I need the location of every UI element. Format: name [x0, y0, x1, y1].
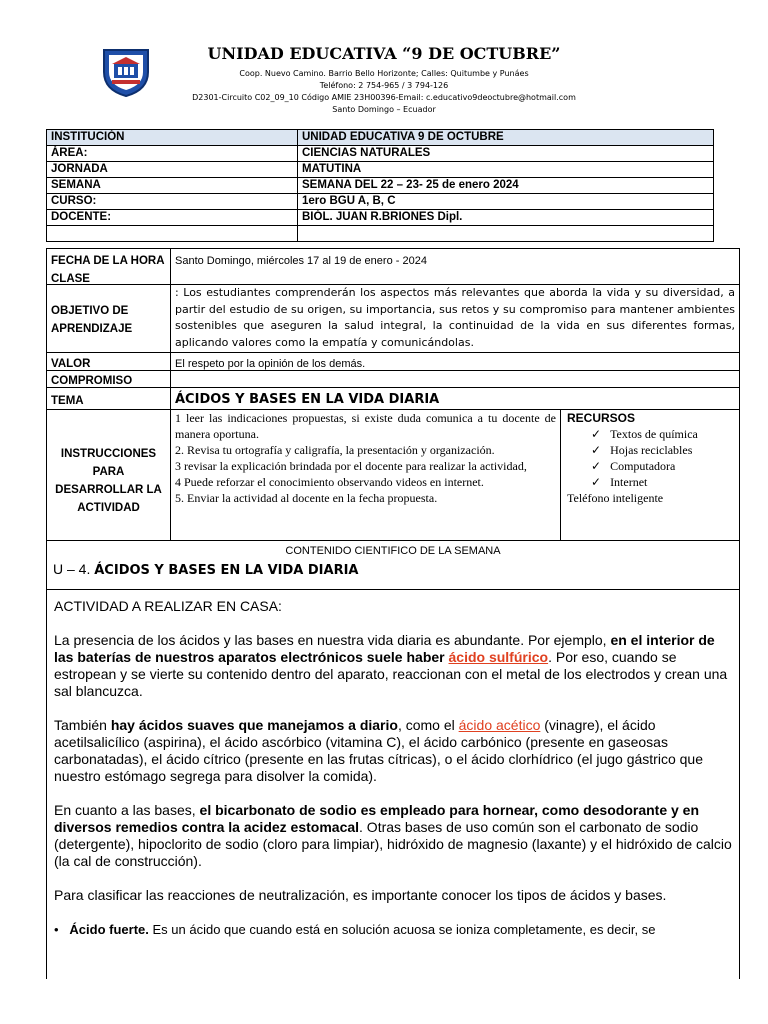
info-row	[47, 210, 714, 226]
activity-title: ACTIVIDAD A REALIZAR EN CASA:	[54, 598, 282, 614]
unit-title: ÁCIDOS Y BASES EN LA VIDA DIARIA	[94, 563, 359, 578]
instrucciones-cell	[170, 409, 561, 541]
compromiso-label: COMPROMISO	[51, 375, 133, 387]
paragraph-clasificar: Para clasificar las reacciones de neutralización, es importante conocer los tipos de ácidos y bases.	[54, 887, 667, 903]
info-label: JORNADA	[47, 162, 298, 178]
recursos-label: RECURSOS	[567, 411, 636, 425]
paragraph-acidos: También hay ácidos suaves que manejamos a diario, como el ácido acético (vinagre), el ácido acetilsalicílico (aspirina), el ácido ascórbico (vitamina C), el ácido carbónico (presente en gaseosas carbonatadas), el ácido cítrico (presente en las frutas cítricas), o el ácido clorhídrico (el jugo gástrico que nuestro estómago segrega para disolver la comida).	[54, 717, 703, 784]
recurso-item: ✓ Textos de química	[591, 427, 698, 441]
instruccion-item: 1 leer las indicaciones propuestas, si existe duda comunica a tu docente de manera oportuna.	[175, 411, 556, 441]
contenido-cell	[46, 540, 740, 590]
unit-heading	[47, 559, 739, 581]
objetivo-label: OBJETIVO DE APRENDIZAJE	[51, 305, 133, 335]
check-icon: ✓	[591, 459, 602, 473]
school-address: Coop. Nuevo Camino. Barrio Bello Horizonte; Calles: Quitumbe y Punáes	[239, 69, 529, 78]
instruccion-item: 3 revisar la explicación brindada por el docente para realizar la actividad,	[175, 459, 527, 473]
check-icon: ✓	[591, 427, 602, 441]
paragraph-baterias: La presencia de los ácidos y las bases en nuestra vida diaria es abundante. Por ejemplo, en el interior de las baterías de nuestros aparatos electrónicos suele haber ácido sulfúrico. Por eso, cuando se estropean y se vierte su contenido dentro del aparato, reaccionan con el metal de los electrodos y crean una sal blancuzca.	[54, 632, 728, 699]
info-label: SEMANA	[47, 178, 298, 194]
unit-prefix: U – 4.	[53, 561, 91, 577]
info-row	[47, 130, 714, 146]
info-label: DOCENTE:	[47, 210, 298, 226]
info-table	[46, 129, 714, 242]
instrucciones-label: INSTRUCCIONES PARA DESARROLLAR LA ACTIVIDAD	[55, 448, 162, 514]
instrucciones-label-cell	[46, 409, 171, 541]
fecha-value: Santo Domingo, miércoles 17 al 19 de enero - 2024	[175, 255, 427, 267]
instruccion-item: 4 Puede reforzar el conocimiento observando videos en internet.	[175, 475, 484, 489]
info-row	[47, 146, 714, 162]
recurso-item: ✓ Computadora	[591, 459, 676, 473]
bullet-acido-fuerte: • Ácido fuerte. Es un ácido que cuando está en solución acuosa se ioniza completamente, es decir, se	[54, 922, 656, 937]
objetivo-label-cell	[46, 284, 171, 353]
school-codes: D2301-Circuito C02_09_10 Código AMIE 23H00396-Email: c.educativo9deoctubre@hotmail.com	[192, 93, 576, 102]
valor-value: El respeto por la opinión de los demás.	[175, 358, 366, 370]
school-title: UNIDAD EDUCATIVA “9 DE OCTUBRE”	[207, 44, 561, 63]
info-label: INSTITUCIÓN	[47, 130, 298, 146]
tema-label-cell	[46, 387, 171, 410]
instrucciones-list	[175, 410, 556, 506]
valor-label-cell	[46, 352, 171, 371]
info-label: ÁREA:	[47, 146, 298, 162]
check-icon: ✓	[591, 475, 602, 489]
paragraph-bases: En cuanto a las bases, el bicarbonato de sodio es empleado para hornear, como desodorante y en diversos remedios contra la acidez estomacal. Otras bases de uso común son el carbonato de sodio (detergente), hipoclorito de sodio (cloro para limpiar), hidróxido de magnesio (laxante) y el hidróxido de calcio (la cal de construcción).	[54, 802, 732, 869]
school-phone: Teléfono: 2 754-965 / 3 794-126	[319, 81, 449, 90]
recursos-cell	[560, 409, 740, 541]
objetivo-value: : Los estudiantes comprenderán los aspectos más relevantes que aborda la vida y su diversidad, a partir del estudio de su origen, su importancia, sus retos y su compromiso para mantener ambientes sostenibles que aseguren la salud integral, la continuidad de la vida en sus diferentes formas, aplicando valores como la empatía y comunicándolas.	[175, 286, 735, 349]
fecha-label: FECHA DE LA HORA CLASE	[51, 255, 165, 285]
objetivo-value-cell	[170, 284, 740, 353]
instruccion-item: 2. Revisa tu ortografía y caligrafía, la presentación y organización.	[175, 443, 495, 457]
recurso-item: ✓ Internet	[591, 475, 648, 489]
check-icon: ✓	[591, 443, 602, 457]
valor-value-cell	[170, 352, 740, 371]
info-value: BIÓL. JUAN R.BRIONES Dipl.	[298, 210, 714, 226]
info-value: SEMANA DEL 22 – 23- 25 de enero 2024	[298, 178, 714, 194]
info-value: UNIDAD EDUCATIVA 9 DE OCTUBRE	[298, 130, 714, 146]
info-value: MATUTINA	[298, 162, 714, 178]
acido-sulfurico-link[interactable]: ácido sulfúrico	[448, 649, 549, 665]
tema-label: TEMA	[51, 395, 84, 407]
contenido-heading: CONTENIDO CIENTIFICO DE LA SEMANA	[285, 545, 501, 557]
compromiso-label-cell	[46, 370, 171, 388]
valor-label: VALOR	[51, 358, 91, 370]
fecha-value-cell	[170, 248, 740, 285]
info-row	[47, 178, 714, 194]
acido-acetico-link[interactable]: ácido acético	[458, 717, 541, 733]
compromiso-value-cell	[170, 370, 740, 388]
school-city: Santo Domingo – Ecuador	[332, 105, 436, 114]
recurso-extra: Teléfono inteligente	[567, 491, 664, 505]
fecha-label-cell	[46, 248, 171, 285]
info-value: CIENCIAS NATURALES	[298, 146, 714, 162]
info-row	[47, 194, 714, 210]
info-label: CURSO:	[47, 194, 298, 210]
recursos-list	[567, 426, 733, 490]
info-row	[47, 162, 714, 178]
instruccion-item: 5. Enviar la actividad al docente en la fecha propuesta.	[175, 491, 438, 505]
tema-value-cell	[170, 387, 740, 410]
recurso-item: ✓ Hojas reciclables	[591, 443, 693, 457]
info-value: 1ero BGU A, B, C	[298, 194, 714, 210]
content-body	[46, 589, 740, 979]
bullet-icon: •	[54, 922, 59, 937]
info-row-empty	[47, 226, 714, 242]
tema-value: ÁCIDOS Y BASES EN LA VIDA DIARIA	[175, 392, 440, 407]
